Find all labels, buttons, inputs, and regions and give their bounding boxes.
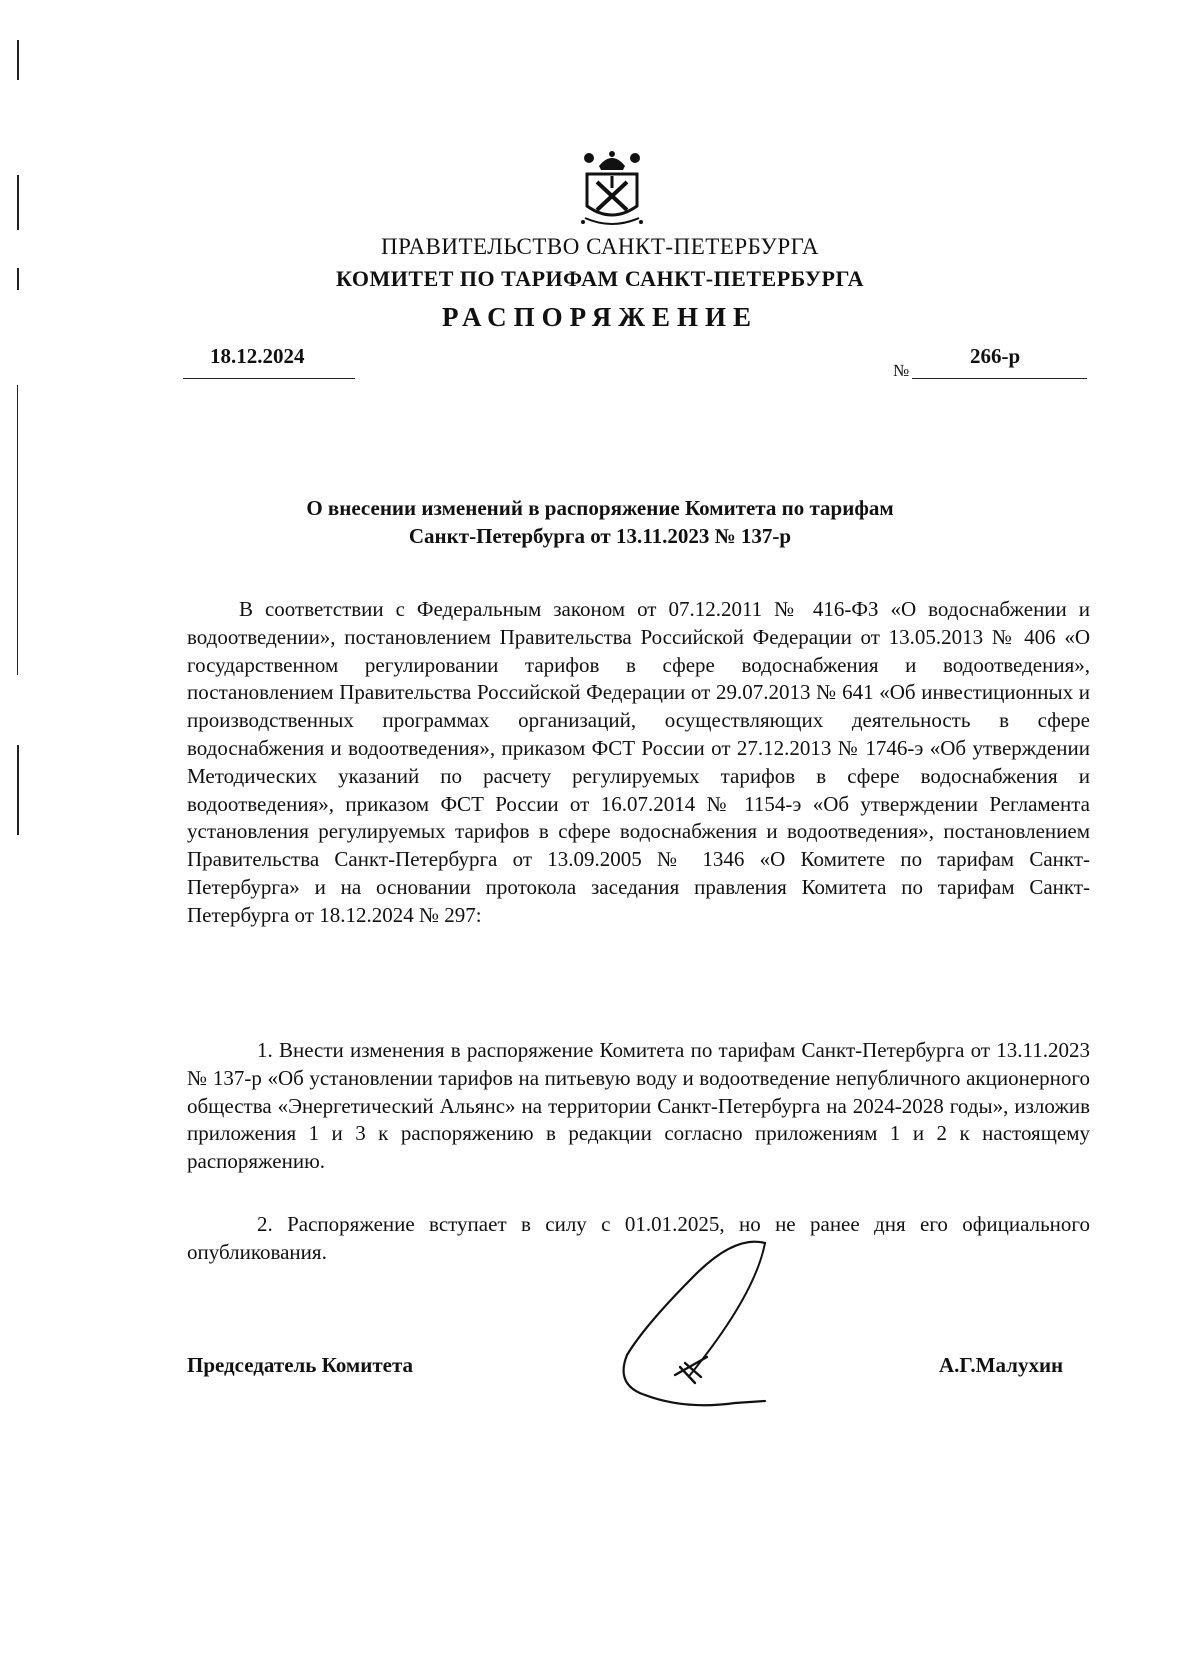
committee-name: КОМИТЕТ ПО ТАРИФАМ САНКТ-ПЕТЕРБУРГА — [336, 266, 864, 291]
coat-of-arms-emblem — [577, 148, 647, 228]
scan-edge-mark — [17, 745, 19, 835]
number-underline — [912, 378, 1087, 379]
document-type: РАСПОРЯЖЕНИЕ — [441, 302, 759, 332]
preamble-paragraph: В соответствии с Федеральным законом от 07.12.2011 № 416-ФЗ «О водоснабжении и водоотведении», постановлением Правительства Российской Федерации от 13.05.2013 № 406 «О государственном регулировании тарифов в сфере водоснабжения и водоотведения», постановлением Правительства Российской Федерации от 29.07.2013 № 641 «Об инвестиционных и производственных программах организаций, осуществляющих деятельность в сфере водоснабжения и водоотведения», приказом ФСТ России от 27.12.2013 № 1746-э «Об утверждении Методических указаний по расчету регулируемых тарифов в сфере водоснабжения и водоотведения», приказом ФСТ России от 16.07.2014 № 1154-э «Об утверждении Регламента установления регулируемых тарифов в сфере водоснабжения и водоотведения», постановлением Правительства Санкт-Петербурга от 13.09.2005 № 1346 «О Комитете по тарифам Санкт-Петербурга» и на основании протокола заседания правления Комитета по тарифам Санкт-Петербурга от 18.12.2024 № 297: — [187, 597, 1090, 927]
number-label: № — [893, 361, 910, 380]
document-number: 266-р — [970, 344, 1021, 368]
item-2-paragraph: 2. Распоряжение вступает в силу с 01.01.2025, но не ранее дня его официального опубликования. — [187, 1212, 1090, 1264]
government-name: ПРАВИТЕЛЬСТВО САНКТ-ПЕТЕРБУРГА — [380, 234, 820, 259]
handwritten-signature — [615, 1235, 785, 1410]
signatory-position: Председатель Комитета — [187, 1353, 414, 1377]
document-date: 18.12.2024 — [210, 344, 305, 368]
scan-edge-mark — [17, 175, 19, 230]
item-1-paragraph: 1. Внести изменения в распоряжение Комитета по тарифам Санкт-Петербурга от 13.11.2023 № 137-р «Об установлении тарифов на питьевую воду и водоотведение непубличного акционерного общества «Энергетический Альянс» на территории Санкт-Петербурга на 2024-2028 годы», изложив приложения 1 и 3 к распоряжению в редакции согласно приложениям 1 и 2 к настоящему распоряжению. — [187, 1038, 1090, 1174]
title-line-2: Санкт-Петербурга от 13.11.2023 № 137-р — [408, 524, 792, 548]
document-title — [150, 494, 1050, 550]
date-underline — [183, 378, 355, 379]
title-line-1: О внесении изменений в распоряжение Комитета по тарифам — [306, 496, 894, 520]
signatory-name: А.Г.Малухин — [939, 1353, 1064, 1377]
scan-edge-mark — [17, 40, 19, 80]
scan-edge-mark — [17, 385, 18, 675]
